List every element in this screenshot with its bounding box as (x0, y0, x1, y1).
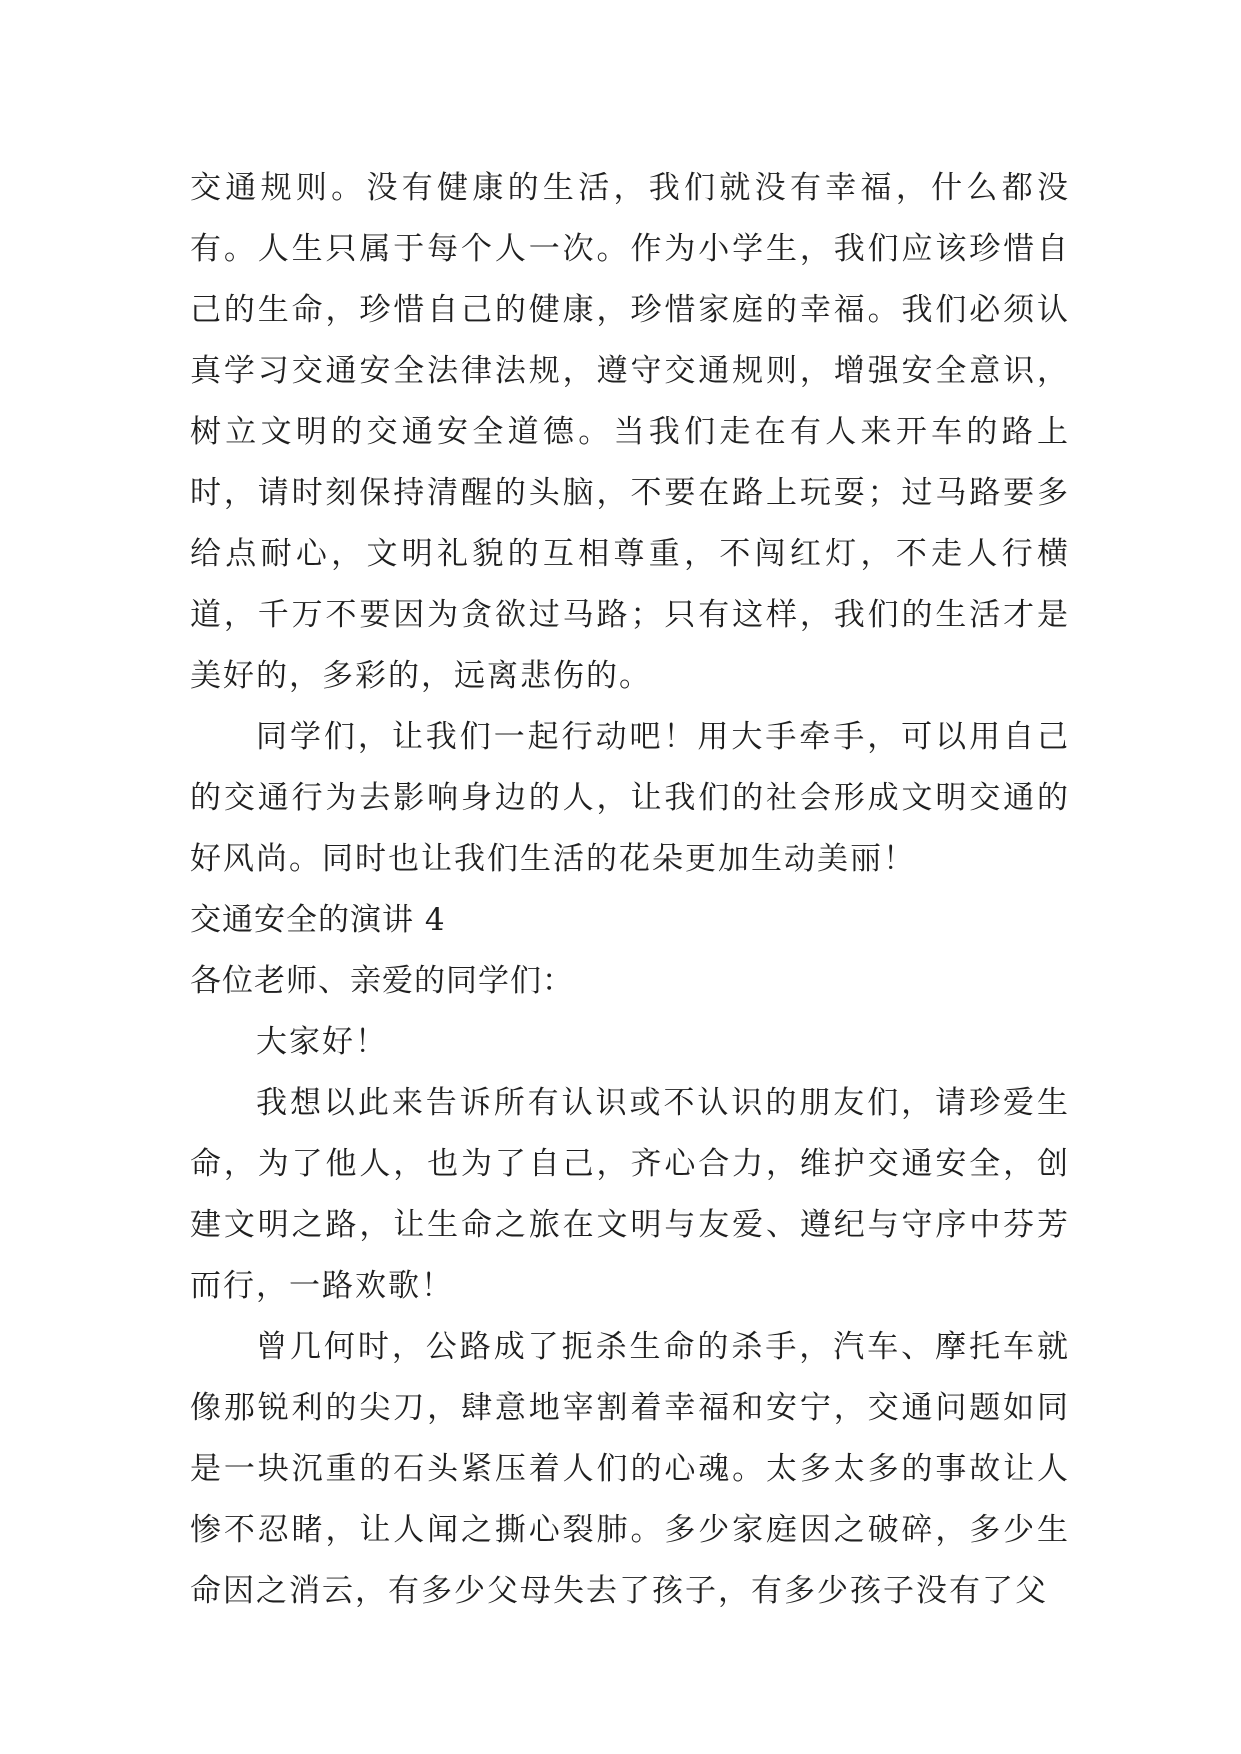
document-body (190, 158, 1070, 1622)
section-title: 交通安全的演讲 4 (190, 902, 446, 938)
paragraph-intro: 我想以此来告诉所有认识或不认识的朋友们，请珍爱生命，为了他人，也为了自己，齐心合力，维护交通安全，创建文明之路，让生命之旅在文明与友爱、遵纪与守序中芬芳而行，一路欢歌！ (190, 1085, 1070, 1304)
paragraph-call-to-action: 同学们，让我们一起行动吧！用大手牵手，可以用自己的交通行为去影响身边的人，让我们的社会形成文明交通的好风尚。同时也让我们生活的花朵更加生动美丽！ (190, 719, 1070, 877)
paragraph-accidents: 曾几何时，公路成了扼杀生命的杀手，汽车、摩托车就像那锐利的尖刀，肆意地宰割着幸福和安宁，交通问题如同是一块沉重的石头紧压着人们的心魂。太多太多的事故让人惨不忍睹，让人闻之撕心裂肺。多少家庭因之破碎，多少生命因之消云，有多少父母失去了孩子，有多少孩子没有了父 (190, 1329, 1070, 1609)
greeting: 大家好！ (256, 1024, 388, 1060)
salutation: 各位老师、亲爱的同学们： (190, 963, 574, 999)
paragraph-continuation: 交通规则。没有健康的生活，我们就没有幸福，什么都没有。人生只属于每个人一次。作为小学生，我们应该珍惜自己的生命，珍惜自己的健康，珍惜家庭的幸福。我们必须认真学习交通安全法律法规，遵守交通规则，增强安全意识，树立文明的交通安全道德。当我们走在有人来开车的路上时，请时刻保持清醒的头脑，不要在路上玩耍；过马路要多给点耐心，文明礼貌的互相尊重，不闯红灯，不走人行横道，千万不要因为贪欲过马路；只有这样，我们的生活才是美好的，多彩的，远离悲伤的。 (190, 170, 1070, 694)
